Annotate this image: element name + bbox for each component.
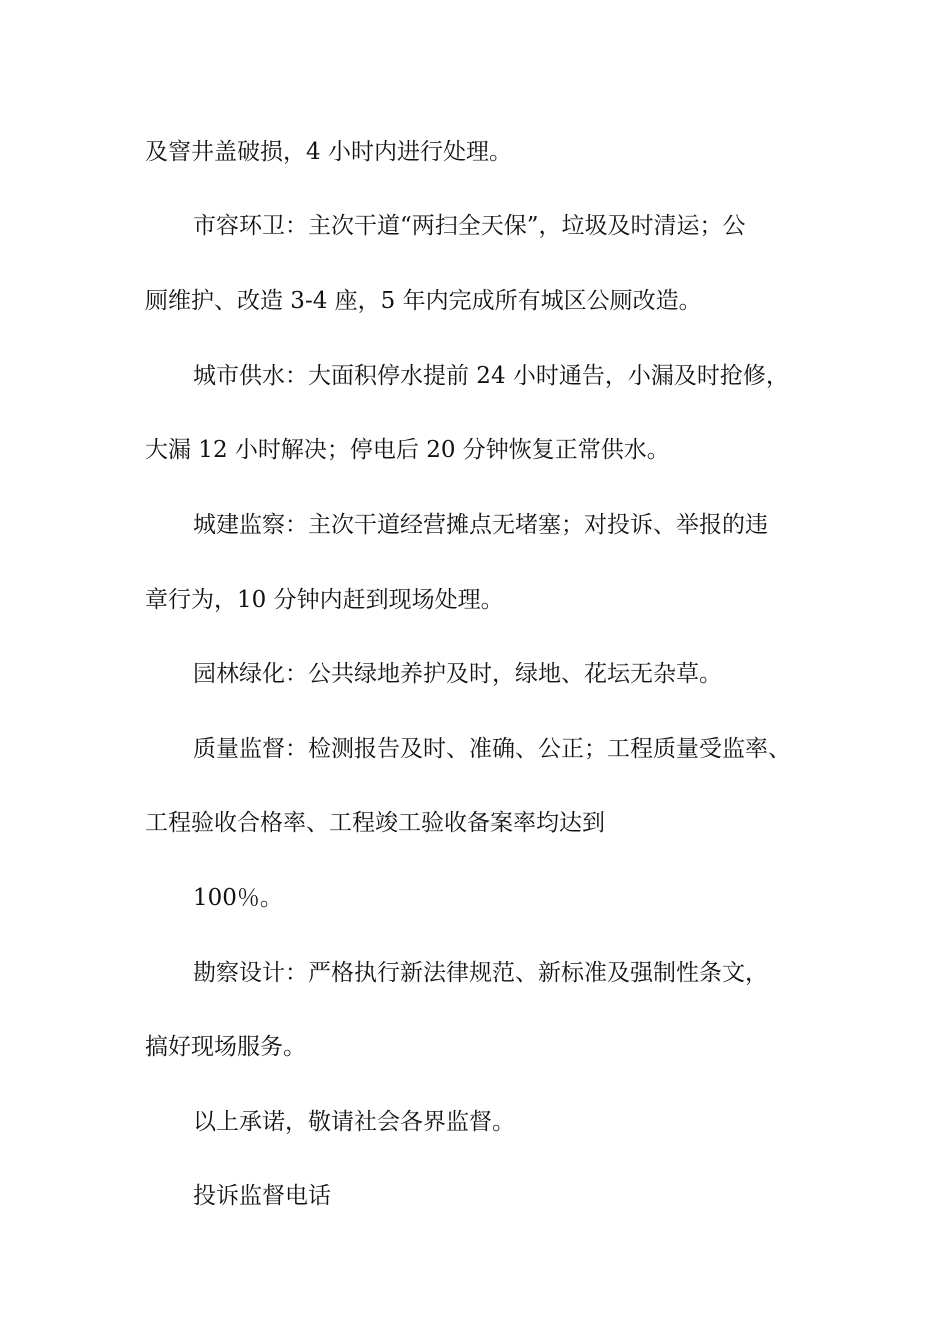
text-line-onsite-service: 搞好现场服务。 bbox=[145, 1034, 306, 1060]
text-line-water-supply: 城市供水：大面积停水提前 24 小时通告，小漏及时抢修， bbox=[193, 363, 789, 389]
text-line-water-repair: 大漏 12 小时解决；停电后 20 分钟恢复正常供水。 bbox=[145, 437, 670, 463]
text-line-complaint-hotline: 投诉监督电话 bbox=[193, 1183, 331, 1209]
text-line-urban-inspection: 城建监察：主次干道经营摊点无堵塞；对投诉、举报的违 bbox=[193, 512, 768, 538]
text-line-pothole-cover: 及窨井盖破损，4 小时内进行处理。 bbox=[145, 139, 512, 165]
text-line-commitment: 以上承诺，敬请社会各界监督。 bbox=[193, 1109, 515, 1135]
text-line-acceptance-rates: 工程验收合格率、工程竣工验收备案率均达到 bbox=[145, 810, 605, 836]
text-line-landscaping: 园林绿化：公共绿地养护及时，绿地、花坛无杂草。 bbox=[193, 661, 722, 687]
text-line-quality-supervision: 质量监督：检测报告及时、准确、公正；工程质量受监率、 bbox=[193, 736, 791, 762]
text-line-percentage: 100％。 bbox=[193, 885, 283, 911]
text-line-public-toilets: 厕维护、改造 3-4 座，5 年内完成所有城区公厕改造。 bbox=[145, 288, 702, 314]
text-line-sanitation: 市容环卫：主次干道“两扫全天保”，垃圾及时清运；公 bbox=[193, 213, 746, 239]
text-line-survey-design: 勘察设计：严格执行新法律规范、新标准及强制性条文， bbox=[193, 960, 768, 986]
text-line-violation-response: 章行为，10 分钟内赶到现场处理。 bbox=[145, 587, 504, 613]
